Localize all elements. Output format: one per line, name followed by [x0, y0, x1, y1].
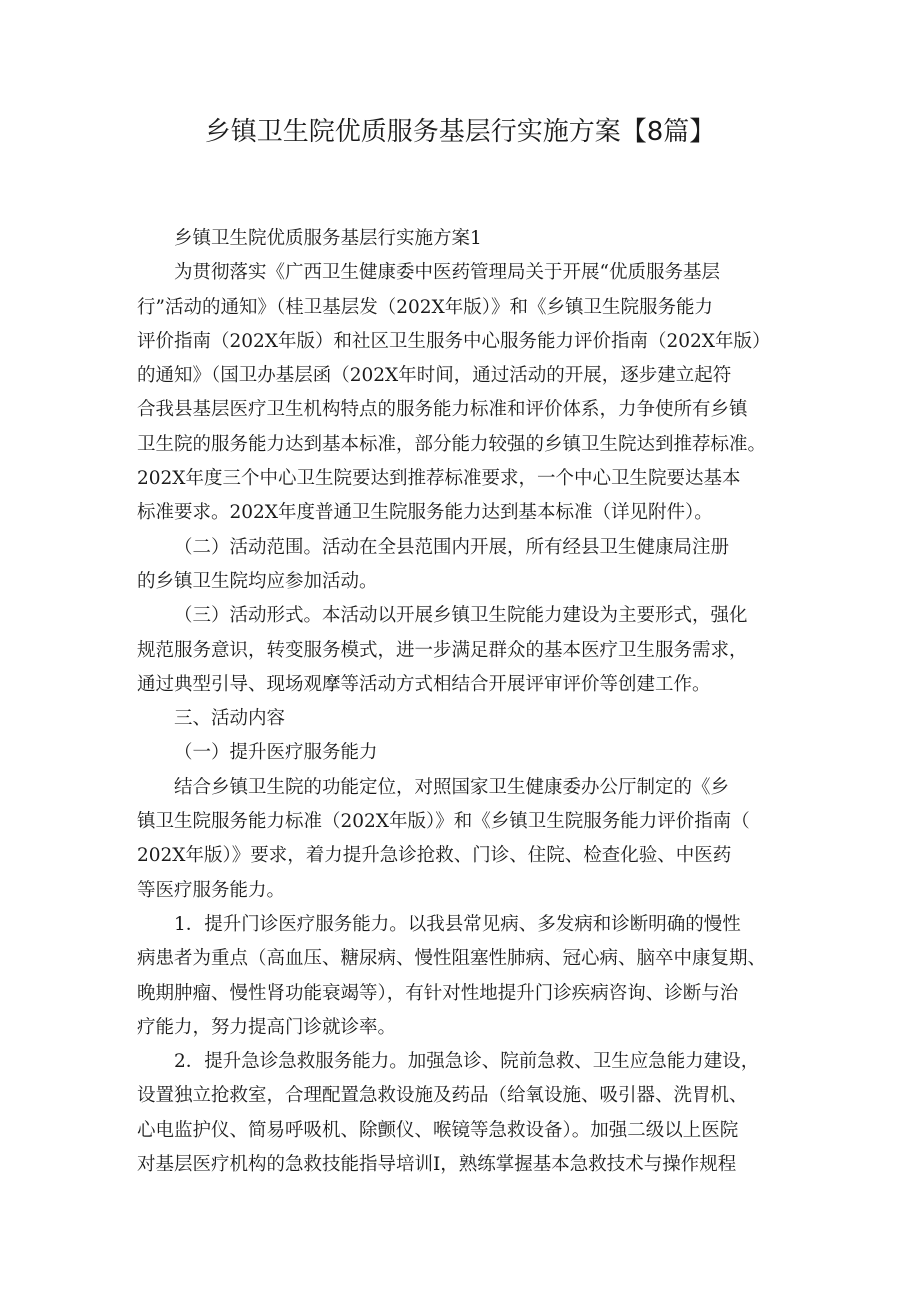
paragraph-line: 评价指南（202X年版）和社区卫生服务中心服务能力评价指南（202X年版）: [137, 330, 771, 352]
paragraph-line: 202X年度三个中心卫生院要达到推荐标准要求，一个中心卫生院要达基本: [137, 468, 741, 490]
paragraph-line: 的通知》（国卫办基层函（202X年时间，通过活动的开展，逐步建立起符: [137, 365, 732, 387]
paragraph-line: 对基层医疗机构的急救技能指导培训Ⅰ，熟练掌握基本急救技术与操作规程: [137, 1154, 737, 1176]
paragraph-line: 通过典型引导、现场观摩等活动方式相结合开展评审评价等创建工作。: [137, 673, 711, 695]
section-heading: 乡镇卫生院优质服务基层行实施方案1: [174, 228, 482, 249]
paragraph-line: 镇卫生院服务能力标准（202X年版）》和《乡镇卫生院服务能力评价指南（: [137, 811, 750, 833]
paragraph-line: 卫生院的服务能力达到基本标准，部分能力较强的乡镇卫生院达到推荐标准。: [137, 433, 767, 455]
section-heading: 三、活动内容: [174, 708, 286, 730]
paragraph-line: 2．提升急诊急救服务能力。加强急诊、院前急救、卫生应急能力建设，: [174, 1051, 760, 1073]
paragraph-line: 合我县基层医疗卫生机构特点的服务能力标准和评价体系，力争使所有乡镇: [137, 399, 748, 421]
paragraph-line: 等医疗服务能力。: [137, 879, 286, 901]
paragraph-line: 的乡镇卫生院均应参加活动。: [137, 570, 378, 592]
paragraph-line: 规范服务意识，转变服务模式，进一步满足群众的基本医疗卫生服务需求，: [137, 639, 748, 661]
paragraph-line: 结合乡镇卫生院的功能定位，对照国家卫生健康委办公厅制定的《乡: [174, 776, 730, 798]
document-title: 乡镇卫生院优质服务基层行实施方案【8篇】: [204, 117, 716, 147]
paragraph-line: 1．提升门诊医疗服务能力。以我县常见病、多发病和诊断明确的慢性: [174, 913, 741, 935]
paragraph-line: 为贯彻落实《广西卫生健康委中医药管理局关于开展“优质服务基层: [174, 262, 720, 284]
paragraph-line: 病患者为重点（高血压、糖尿病、慢性阻塞性肺病、冠心病、脑卒中康复期、: [137, 948, 767, 970]
paragraph-line: 标准要求。202X年度普通卫生院服务能力达到基本标准（详见附件）。: [137, 502, 713, 524]
subsection-heading: （一）提升医疗服务能力: [174, 742, 378, 764]
paragraph-line: 疗能力，努力提高门诊就诊率。: [137, 1016, 397, 1038]
paragraph-line: 设置独立抢救室，合理配置急救设施及药品（给氧设施、吸引器、洗胃机、: [137, 1085, 748, 1107]
paragraph-line: 晚期肿瘤、慢性肾功能衰竭等），有针对性地提升门诊疾病咨询、诊断与治: [137, 982, 739, 1004]
paragraph-line: 行”活动的通知》（桂卫基层发（202X年版）》和《乡镇卫生院服务能力: [137, 296, 713, 318]
paragraph-line: （二）活动范围。活动在全县范围内开展，所有经县卫生健康局注册: [174, 536, 730, 558]
paragraph-line: （三）活动形式。本活动以开展乡镇卫生院能力建设为主要形式，强化: [174, 605, 748, 627]
document-body: [137, 222, 790, 1182]
paragraph-line: 心电监护仪、简易呼吸机、除颤仪、喉镜等急救设备）。加强二级以上医院: [137, 1119, 739, 1141]
paragraph-line: 202X年版）》要求，着力提升急诊抢救、门诊、住院、检查化验、中医药: [137, 845, 732, 867]
